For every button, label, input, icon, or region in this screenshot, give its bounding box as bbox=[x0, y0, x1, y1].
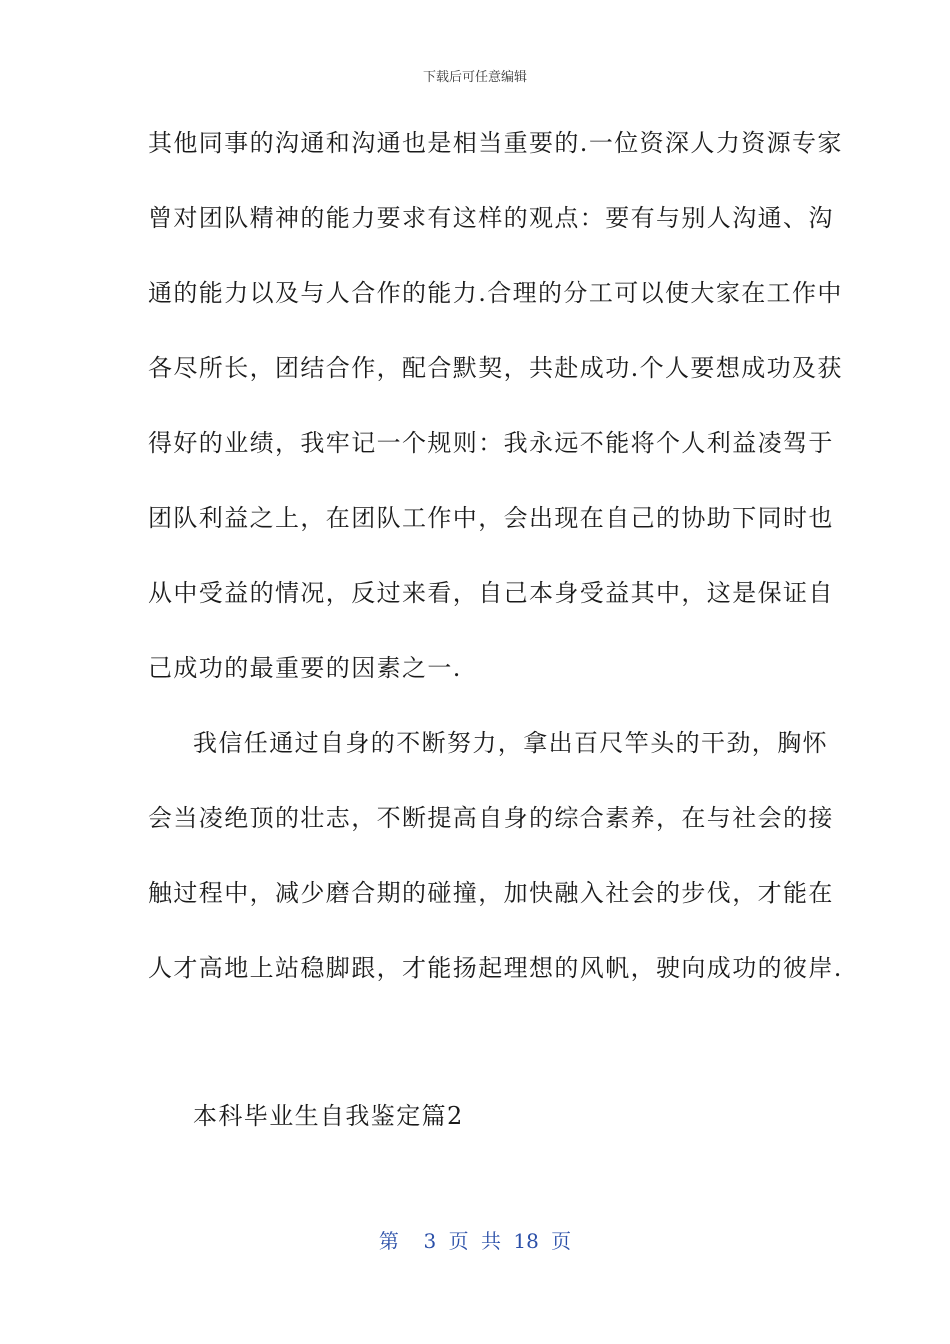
paragraph-2-line: 我信任通过自身的不断努力，拿出百尺竿头的干劲，胸怀 bbox=[193, 729, 828, 757]
paragraph-1-line: 团队利益之上，在团队工作中，会出现在自己的协助下同时也 bbox=[148, 504, 834, 532]
paragraph-1-line: 曾对团队精神的能力要求有这样的观点：要有与别人沟通、沟 bbox=[148, 204, 834, 232]
paragraph-1-line: 得好的业绩，我牢记一个规则：我永远不能将个人利益凌驾于 bbox=[148, 429, 834, 457]
paragraph-2-line: 触过程中，减少磨合期的碰撞，加快融入社会的步伐，才能在 bbox=[148, 879, 834, 907]
paragraph-2-line: 人才高地上站稳脚跟，才能扬起理想的风帆，驶向成功的彼岸. bbox=[148, 954, 843, 982]
paragraph-1-line: 通的能力以及与人合作的能力.合理的分工可以使大家在工作中 bbox=[148, 279, 843, 307]
page-number-footer: 第 3 页 共 18 页 bbox=[378, 1229, 572, 1253]
paragraph-1-line: 己成功的最重要的因素之一. bbox=[148, 654, 462, 682]
header-note: 下载后可任意编辑 bbox=[422, 70, 527, 85]
paragraph-1-line: 各尽所长，团结合作，配合默契，共赴成功.个人要想成功及获 bbox=[148, 354, 843, 382]
paragraph-2-line: 会当凌绝顶的壮志，不断提高自身的综合素养，在与社会的接 bbox=[148, 804, 834, 832]
paragraph-1-line: 其他同事的沟通和沟通也是相当重要的.一位资深人力资源专家 bbox=[148, 129, 843, 157]
paragraph-1-line: 从中受益的情况，反过来看，自己本身受益其中，这是保证自 bbox=[148, 579, 834, 607]
section-heading: 本科毕业生自我鉴定篇2 bbox=[193, 1102, 464, 1130]
